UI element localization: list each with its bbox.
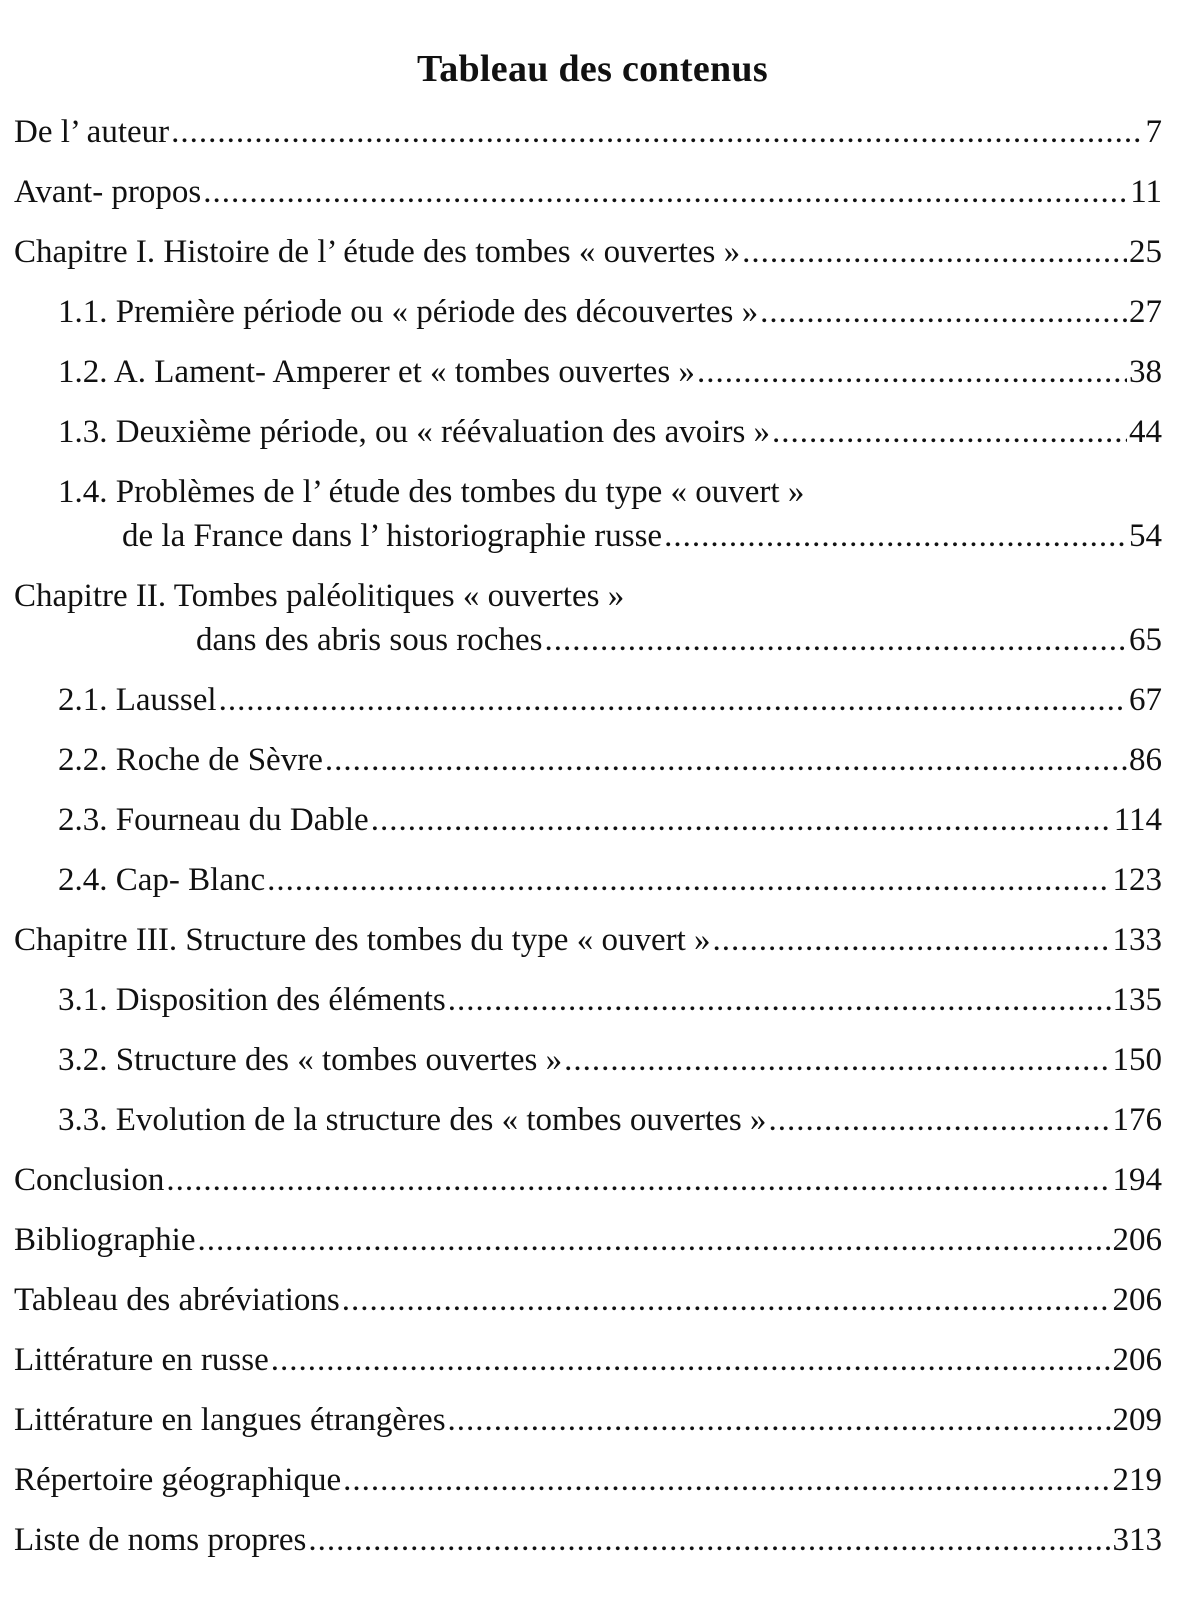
- toc-entry-page: 313: [1112, 1522, 1162, 1558]
- toc-entry-page: 206: [1112, 1222, 1162, 1258]
- toc-entry-page: 206: [1112, 1342, 1162, 1378]
- toc-entry-page: 114: [1113, 802, 1162, 838]
- toc-entry-label: 2.1. Laussel: [58, 682, 217, 718]
- toc-entry-3-3: [14, 1098, 1162, 1142]
- toc-entry-label: Chapitre II. Tombes paléolitiques « ouvertes »: [14, 578, 625, 614]
- dot-leader: [219, 678, 1127, 722]
- toc-entry-label: Avant- propos: [14, 174, 202, 210]
- dot-leader: [325, 738, 1127, 782]
- toc-entry-avant-propos: [14, 170, 1162, 214]
- toc-entry-label-cont: de la France dans l’ historiographie russe: [122, 518, 663, 554]
- dot-leader: [371, 798, 1112, 842]
- dot-leader: [271, 1338, 1111, 1382]
- toc-entry-chapitre-2: [14, 574, 1162, 662]
- toc-entry-label: 1.3. Deuxième période, ou « réévaluation des avoirs »: [58, 414, 771, 450]
- dot-leader: [564, 1038, 1110, 1082]
- dot-leader: [197, 1218, 1110, 1262]
- toc-entry-page: 133: [1112, 922, 1162, 958]
- toc-entry-conclusion: [14, 1158, 1162, 1202]
- toc-entry-page: 206: [1112, 1282, 1162, 1318]
- toc-entry-1-1: [14, 290, 1162, 334]
- dot-leader: [267, 858, 1110, 902]
- toc-entry-label: Littérature en russe: [14, 1342, 269, 1378]
- toc-entry-page: 44: [1129, 414, 1162, 450]
- toc-entry-litterature-russe: [14, 1338, 1162, 1382]
- toc-entry-3-2: [14, 1038, 1162, 1082]
- toc-entry-chapitre-3: [14, 918, 1162, 962]
- toc-entry-label: Liste de noms propres: [14, 1522, 307, 1558]
- dot-leader: [203, 170, 1128, 214]
- toc-entry-page: 135: [1112, 982, 1162, 1018]
- toc-entry-label: 1.4. Problèmes de l’ étude des tombes du type « ouvert »: [58, 474, 805, 510]
- toc-entry-label: Bibliographie: [14, 1222, 196, 1258]
- toc-entry-label: Chapitre I. Histoire de l’ étude des tombes « ouvertes »: [14, 234, 741, 270]
- dot-leader: [760, 290, 1127, 334]
- toc-entry-page: 65: [1129, 622, 1162, 658]
- dot-leader: [308, 1518, 1110, 1562]
- toc-entry-label: 2.3. Fourneau du Dable: [58, 802, 369, 838]
- dot-leader: [697, 350, 1127, 394]
- toc-entry-page: 38: [1129, 354, 1162, 390]
- toc-entry-page: 27: [1129, 294, 1162, 330]
- toc-entry-page: 11: [1130, 174, 1162, 210]
- toc-entry-label-cont: dans des abris sous roches: [196, 622, 543, 658]
- toc-entry-page: 209: [1112, 1402, 1162, 1438]
- toc-entry-label: 1.1. Première période ou « période des découvertes »: [58, 294, 759, 330]
- page-title: Tableau des contenus: [417, 48, 768, 90]
- dot-leader: [713, 918, 1111, 962]
- dot-leader: [343, 1458, 1110, 1502]
- table-of-contents: [14, 110, 1162, 1578]
- toc-entry-2-4: [14, 858, 1162, 902]
- dot-leader: [171, 110, 1143, 154]
- toc-entry-bibliographie: [14, 1218, 1162, 1262]
- dot-leader: [768, 1098, 1110, 1142]
- dot-leader: [342, 1278, 1111, 1322]
- dot-leader: [544, 618, 1127, 662]
- toc-entry-3-1: [14, 978, 1162, 1022]
- toc-entry-label: 3.2. Structure des « tombes ouvertes »: [58, 1042, 563, 1078]
- toc-entry-page: 176: [1112, 1102, 1162, 1138]
- toc-entry-page: 194: [1112, 1162, 1162, 1198]
- toc-entry-1-3: [14, 410, 1162, 454]
- toc-entry-noms-propres: [14, 1518, 1162, 1562]
- toc-entry-1-4: [14, 470, 1162, 558]
- toc-entry-continuation: [14, 618, 1162, 662]
- toc-entry-1-2: [14, 350, 1162, 394]
- toc-entry-label: De l’ auteur: [14, 114, 170, 150]
- toc-entry-page: 7: [1145, 114, 1162, 150]
- toc-entry-label: Littérature en langues étrangères: [14, 1402, 446, 1438]
- toc-entry-chapitre-1: [14, 230, 1162, 274]
- dot-leader: [448, 1398, 1111, 1442]
- toc-entry-label: 2.4. Cap- Blanc: [58, 862, 266, 898]
- toc-entry-label: Répertoire géographique: [14, 1462, 342, 1498]
- toc-entry-label: Conclusion: [14, 1162, 165, 1198]
- toc-entry-label: Chapitre III. Structure des tombes du type « ouvert »: [14, 922, 711, 958]
- dot-leader: [448, 978, 1111, 1022]
- toc-entry-label: Tableau des abréviations: [14, 1282, 340, 1318]
- toc-entry-page: 67: [1129, 682, 1162, 718]
- toc-entry-repertoire-geographique: [14, 1458, 1162, 1502]
- toc-entry-2-2: [14, 738, 1162, 782]
- toc-entry-label: 2.2. Roche de Sèvre: [58, 742, 323, 778]
- dot-leader: [166, 1158, 1110, 1202]
- toc-entry-2-1: [14, 678, 1162, 722]
- dot-leader: [742, 230, 1127, 274]
- dot-leader: [772, 410, 1127, 454]
- toc-entry-2-3: [14, 798, 1162, 842]
- toc-entry-page: 123: [1112, 862, 1162, 898]
- toc-entry-litterature-etrangere: [14, 1398, 1162, 1442]
- toc-entry-continuation: [58, 514, 1162, 558]
- toc-entry-label: 3.3. Evolution de la structure des « tombes ouvertes »: [58, 1102, 767, 1138]
- toc-entry-page: 219: [1112, 1462, 1162, 1498]
- toc-entry-label: 3.1. Disposition des éléments: [58, 982, 446, 1018]
- dot-leader: [664, 514, 1127, 558]
- toc-entry-page: 150: [1112, 1042, 1162, 1078]
- toc-entry-abreviations: [14, 1278, 1162, 1322]
- toc-entry-de-l-auteur: [14, 110, 1162, 154]
- toc-entry-label: 1.2. A. Lament- Amperer et « tombes ouvertes »: [58, 354, 695, 390]
- toc-entry-page: 54: [1129, 518, 1162, 554]
- toc-entry-page: 25: [1129, 234, 1162, 270]
- toc-entry-page: 86: [1129, 742, 1162, 778]
